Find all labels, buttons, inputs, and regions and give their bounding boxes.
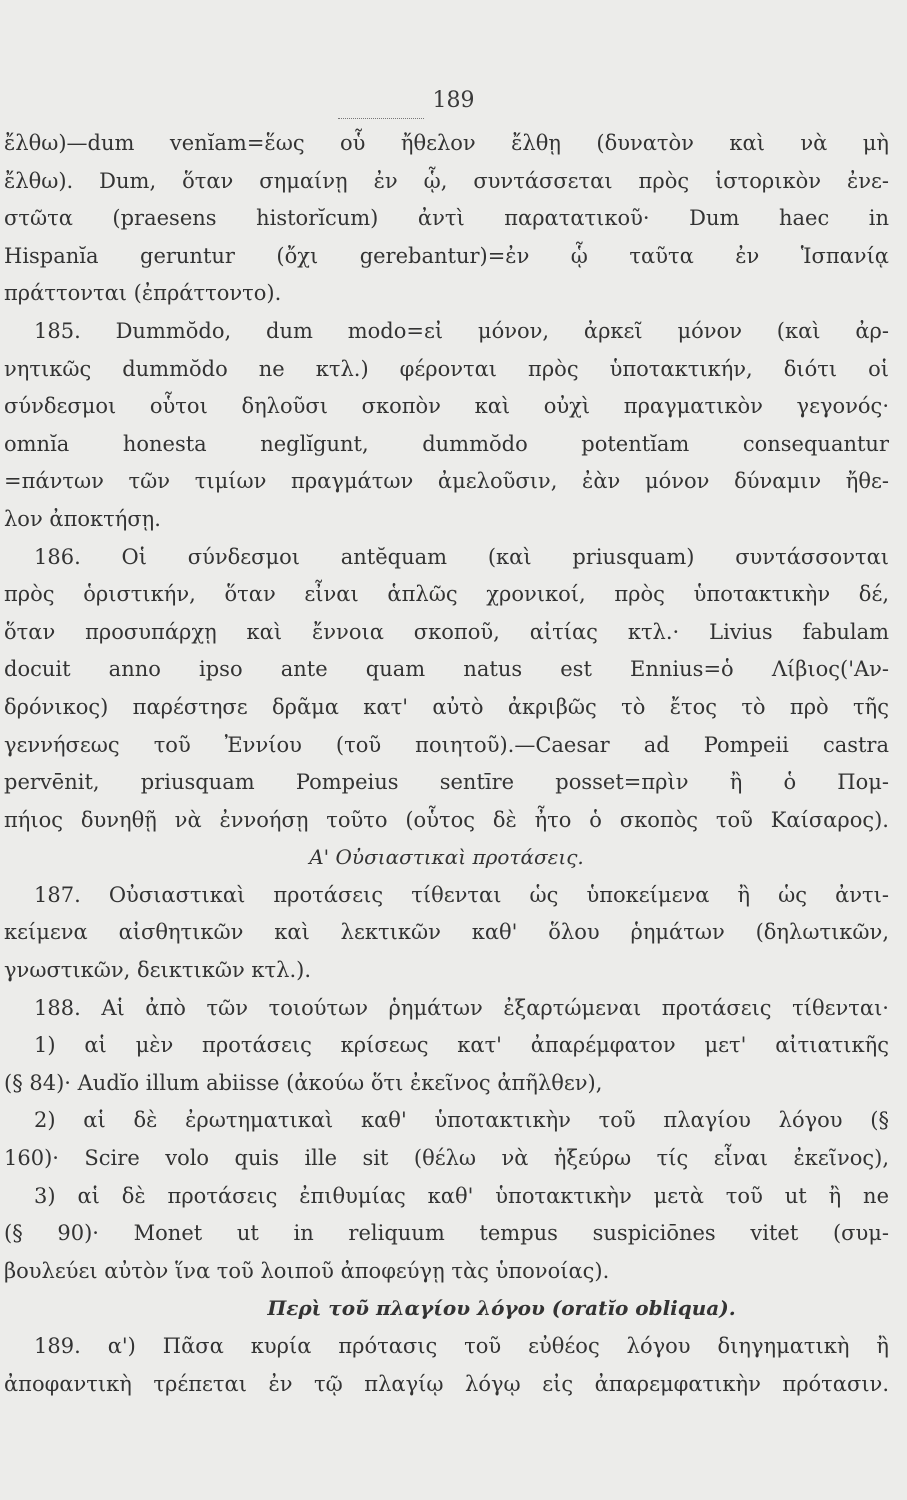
text-line: 188. Αἱ ἀπὸ τῶν τοιούτων ῥημάτων ἐξαρτώμεναι προτάσεις τίθενται· <box>34 995 889 1020</box>
text-line: πράττονται (ἐπράττοντο). <box>4 281 282 306</box>
text-line: δρόνικος) παρέστησε δρᾶμα κατ' αὐτὸ ἀκριβῶς τὸ ἔτος τὸ πρὸ τῆς <box>4 694 889 719</box>
text-line: γεννήσεως τοῦ Ἐννίου (τοῦ ποιητοῦ).—Caesar ad Pompeii castra <box>4 732 889 757</box>
page-number: 189 <box>432 88 475 113</box>
body-text <box>4 125 889 1403</box>
text-line: ἀποφαντικὴ τρέπεται ἐν τῷ πλαγίῳ λόγῳ εἰς ἀπαρεμφατικὴν πρότασιν. <box>4 1371 889 1396</box>
text-line: κείμενα αἰσθητικῶν καὶ λεκτικῶν καθ' ὅλου ῥημάτων (δηλωτικῶν, <box>4 920 889 945</box>
text-line: πήιος δυνηθῇ νὰ ἐννοήσῃ τοῦτο (οὗτος δὲ ἦτο ὁ σκοπὸς τοῦ Καίσαρος). <box>4 807 889 832</box>
text-line: 189. α') Πᾶσα κυρία πρότασις τοῦ εὐθέος λόγου διηγηματικὴ ἢ <box>34 1334 889 1358</box>
page-number-rule <box>338 118 424 119</box>
text-line: (§ 90)· Monet ut in reliquum tempus suspiciōnes vitet (συμ- <box>4 1221 889 1246</box>
text-line: νητικῶς dummŏdo ne κτλ.) φέρονται πρὸς ὑποτακτικήν, διότι οἱ <box>4 356 889 381</box>
text-line: βουλεύει αὐτὸν ἵνα τοῦ λοιποῦ ἀποφεύγῃ τὰς ὑπονοίας). <box>4 1258 610 1283</box>
text-line: πρὸς ὁριστικήν, ὅταν εἶναι ἁπλῶς χρονικοί, πρὸς ὑποτακτικὴν δέ, <box>4 582 889 607</box>
text-line: ἔλθω)—dum venĭam=ἕως οὗ ἤθελον ἔλθῃ (δυνατὸν καὶ νὰ μὴ <box>4 131 889 155</box>
text-line: 187. Οὐσιαστικαὶ προτάσεις τίθενται ὡς ὑποκείμενα ἢ ὡς ἀντι- <box>34 882 889 907</box>
text-line: ἔλθω). Dum, ὅταν σημαίνῃ ἐν ᾧ, συντάσσεται πρὸς ἱστορικὸν ἐνε- <box>4 168 889 193</box>
text-line: 1) αἱ μὲν προτάσεις κρίσεως κατ' ἀπαρέμφατον μετ' αἰτιατικῆς <box>34 1033 889 1058</box>
text-line: =πάντων τῶν τιμίων πραγμάτων ἀμελοῦσιν, ἐὰν μόνον δύναμιν ἤθε- <box>4 469 889 494</box>
text-line: pervēnit, priusquam Pompeius sentīre posset=πρὶν ἢ ὁ Πομ- <box>4 770 889 795</box>
text-line: λον ἀποκτήσῃ. <box>4 506 161 531</box>
text-line: Hispanĭa geruntur (ὄχι gerebantur)=ἐν ᾧ ταῦτα ἐν Ἱσπανίᾳ <box>4 243 889 268</box>
text-line: 185. Dummŏdo, dum modo=εἰ μόνον, ἀρκεῖ μόνον (καὶ ἀρ- <box>34 318 889 343</box>
text-line: 186. Οἱ σύνδεσμοι antĕquam (καὶ priusquam) συντάσσονται <box>34 544 889 569</box>
text-line: ὅταν προσυπάρχῃ καὶ ἔννοια σκοποῦ, αἰτίας κτλ.· Livius fabulam <box>4 619 889 644</box>
section-heading: Α' Οὐσιαστικαὶ προτάσεις. <box>309 845 584 870</box>
text-line: στῶτα (praesens historĭcum) ἀντὶ παρατατικοῦ· Dum haec in <box>4 206 889 231</box>
text-line: 2) αἱ δὲ ἐρωτηματικαὶ καθ' ὑποτακτικὴν τοῦ πλαγίου λόγου (§ <box>34 1108 889 1133</box>
text-line: omnĭa honesta neglĭgunt, dummŏdo potentĭam consequantur <box>4 431 889 456</box>
text-line: docuit anno ipso ante quam natus est Ennius=ὁ Λίβιος('Αν- <box>4 657 889 682</box>
text-line: 160)· Scire volo quis ille sit (θέλω νὰ ἠξεύρω τίς εἶναι ἐκεῖνος), <box>4 1146 889 1171</box>
text-line: 3) αἱ δὲ προτάσεις ἐπιθυμίας καθ' ὑποτακτικὴν μετὰ τοῦ ut ἢ ne <box>34 1183 889 1208</box>
text-line: σύνδεσμοι οὗτοι δηλοῦσι σκοπὸν καὶ οὐχὶ πραγματικὸν γεγονός· <box>4 394 889 419</box>
text-line: (§ 84)· Audĭo illum abiisse (ἀκούω ὅτι ἐκεῖνος ἀπῆλθεν), <box>4 1070 603 1095</box>
text-line: γνωστικῶν, δεικτικῶν κτλ.). <box>4 958 312 983</box>
section-heading: Περὶ τοῦ πλαγίου λόγου (oratĭo obliqua). <box>267 1296 736 1321</box>
